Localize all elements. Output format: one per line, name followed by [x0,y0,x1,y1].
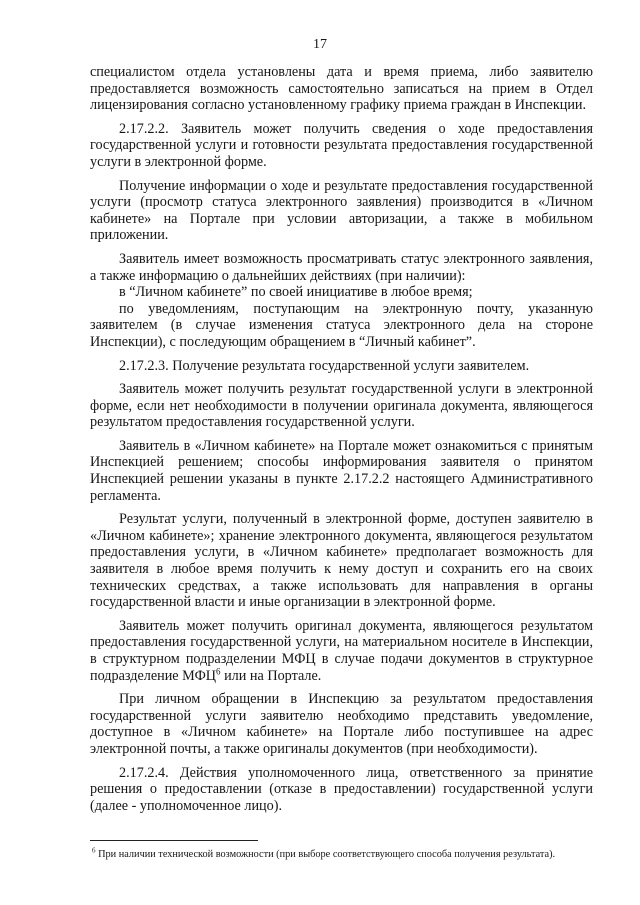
paragraph-original-document [90,618,593,684]
paragraph-electronic-result: Заявитель может получить результат государственной услуги в электронной форме, если нет необходимости в получении оригинала документа, являющегося результатом предоставления государственной услуги. [90,381,593,431]
paragraph-personal-visit: При личном обращении в Инспекцию за результатом предоставления государственной услуги заявителю необходимо представить уведомление, доступное в «Личном кабинете» на Портале либо поступившее на адрес электронной почты, а также оригиналы документов (при необходимости). [90,691,593,757]
paragraph-cabinet-item: в “Личном кабинете” по своей инициативе в любое время; [119,284,473,301]
paragraph-cabinet-decision: Заявитель в «Личном кабинете» на Портале может ознакомиться с принятым Инспекцией решением; способы информирования заявителя о принятом Инспекцией решении указаны в пункте 2.17.2.2 настоящего Административного регламента. [90,437,593,504]
paragraph-2-17-2-3: 2.17.2.3. Получение результата государственной услуги заявителем. [119,357,530,374]
footnote-mark: 6 [92,846,96,855]
paragraph-continuation: специалистом отдела установлены дата и время приема, либо заявителю предоставляется возможность самостоятельно записаться на прием в Отдел лицензирования согласно установленному графику приема граждан в Инспекции. [90,64,593,114]
paragraph-2-17-2-2: 2.17.2.2. Заявитель может получить сведения о ходе предоставления государственной услуги и готовности результата предоставления государственной услуги в электронной форме. [90,120,593,170]
paragraph-status-view: Заявитель имеет возможность просматривать статус электронного заявления, а также информацию о дальнейших действиях (при наличии): [90,250,593,284]
paragraph-status-info: Получение информации о ходе и результате предоставления государственной услуги (просмотр статуса электронного заявления) производится в «Личном кабинете» на Портале при условии авторизации, а также в мобильном приложении. [90,177,593,244]
footnote-text: При наличии технической возможности (при выборе соответствующего способа получения результата). [95,849,556,860]
paragraph-email-item: по уведомлениям, поступающим на электронную почту, указанную заявителем (в случае изменения статуса электронного дела на стороне Инспекции), с последующим обращением в “Личный кабинет”. [90,300,593,350]
paragraph-original-tail: или на Портале. [220,667,322,684]
footnote-divider [90,840,258,841]
paragraph-result-storage: Результат услуги, полученный в электронной форме, доступен заявителю в «Личном кабинете»; хранение электронного документа, являющегося результатом предоставления услуги, в «Личном кабинете» предполагает возможность для заявителя в любое время получить к нему доступ и сохранить его на своих технических средствах, а также использовать для направления в органы государственной власти и иные организации в электронной форме. [90,511,593,611]
footnote-reference[interactable]: 6 [216,665,221,676]
document-body [90,64,593,814]
footnote [92,846,602,861]
paragraph-2-17-2-4: 2.17.2.4. Действия уполномоченного лица, ответственного за принятие решения о предоставлении (отказе в предоставлении) государственной услуги (далее - уполномоченное лицо). [90,764,593,814]
page-number: 17 [313,37,327,52]
paragraph-original-text: Заявитель может получить оригинал документа, являющегося результатом предоставления государственной услуги, на материальном носителе в Инспекции, в структурном подразделении МФЦ в случае подачи документов в структурное подразделение МФЦ [90,617,593,684]
